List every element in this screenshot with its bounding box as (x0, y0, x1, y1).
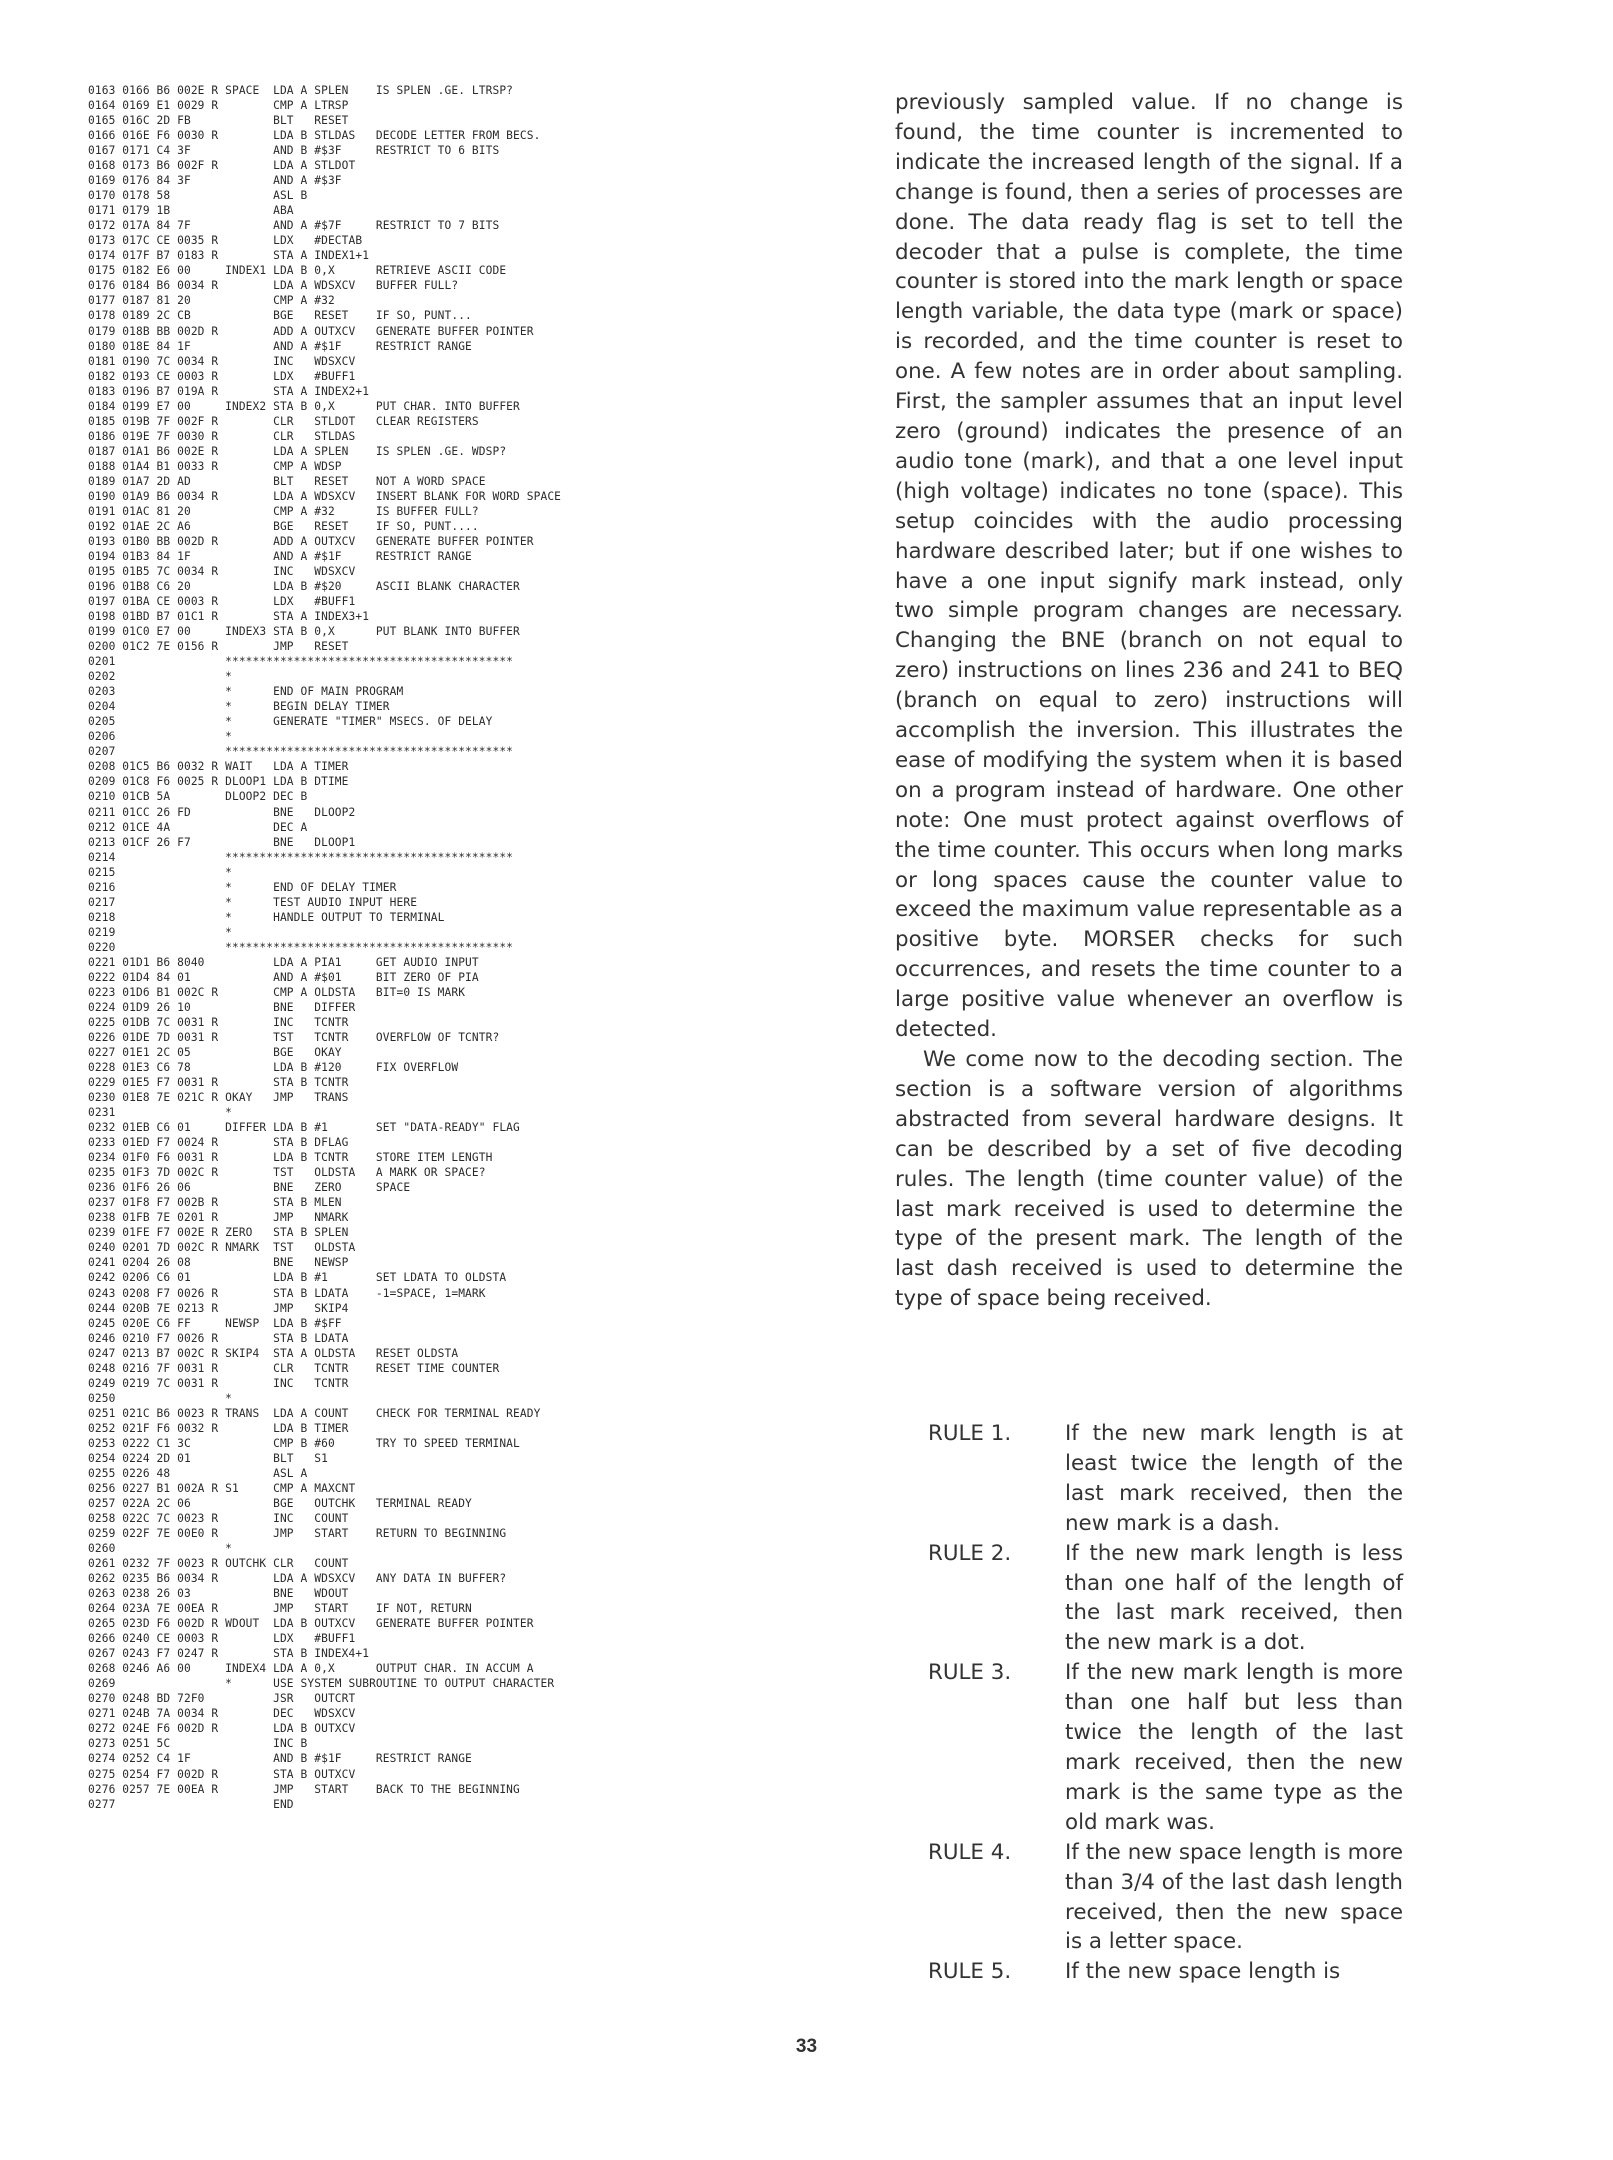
listing-line: 0271 024B 7A 0034 R DEC WDSXCV (88, 1707, 356, 1721)
listing-line: 0256 0227 B1 002A R S1 CMP A MAXCNT (88, 1481, 356, 1495)
listing-line: 0248 0216 7F 0031 R CLR TCNTR RESET TIME COUNTER (88, 1361, 500, 1375)
rule-item (928, 1658, 1403, 1837)
listing-line: 0257 022A 2C 06 BGE OUTCHK TERMINAL READY (88, 1496, 472, 1510)
listing-line: 0270 0248 BD 72F0 JSR OUTCRT (88, 1692, 356, 1706)
listing-line: 0213 01CF 26 F7 BNE DLOOP1 (88, 835, 356, 849)
listing-line: 0199 01C0 E7 00 INDEX3 STA B 0,X PUT BLANK INTO BUFFER (88, 625, 520, 639)
listing-line: 0173 017C CE 0035 R LDX #DECTAB (88, 234, 363, 248)
listing-line: 0203 * END OF MAIN PROGRAM (88, 685, 404, 699)
rule-label: RULE 5. (928, 1959, 1012, 1985)
listing-line: 0214 ****************************************** (88, 850, 514, 864)
listing-line: 0253 0222 C1 3C CMP B #60 TRY TO SPEED TERMINAL (88, 1436, 520, 1450)
listing-line: 0263 0238 26 03 BNE WDOUT (88, 1587, 349, 1601)
listing-line: 0202 * (88, 670, 232, 684)
listing-line: 0262 0235 B6 0034 R LDA A WDSXCV ANY DATA IN BUFFER? (88, 1572, 507, 1586)
listing-line: 0242 0206 C6 01 LDA B #1 SET LDATA TO OLDSTA (88, 1271, 507, 1285)
listing-line: 0217 * TEST AUDIO INPUT HERE (88, 895, 418, 909)
listing-line: 0170 0178 58 ASL B (88, 189, 308, 203)
listing-line: 0231 * (88, 1106, 232, 1120)
listing-line: 0218 * HANDLE OUTPUT TO TERMINAL (88, 910, 445, 924)
listing-line: 0228 01E3 C6 78 LDA B #120 FIX OVERFLOW (88, 1061, 459, 1075)
listing-line: 0221 01D1 B6 8040 LDA A PIA1 GET AUDIO INPUT (88, 955, 479, 969)
listing-line: 0195 01B5 7C 0034 R INC WDSXCV (88, 565, 356, 578)
listing-line: 0240 0201 7D 002C R NMARK TST OLDSTA (88, 1241, 356, 1255)
listing-line: 0172 017A 84 7F AND A #$7F RESTRICT TO 7 BITS (88, 219, 500, 233)
listing-line: 0232 01EB C6 01 DIFFER LDA B #1 SET "DATA-READY" FLAG (88, 1121, 520, 1135)
rule-text: If the new mark length is less than one half of the length of the last mark received, then the new mark is a dot. (1065, 1540, 1403, 1656)
rule-text: If the new space length is more than 3/4 of the last dash length received, then the new space is a letter space. (1065, 1839, 1403, 1955)
listing-line: 0192 01AE 2C A6 BGE RESET IF SO, PUNT.... (88, 519, 479, 533)
listing-line: 0269 * USE SYSTEM SUBROUTINE TO OUTPUT CHARACTER (88, 1677, 555, 1691)
rule-item (928, 1957, 1403, 1987)
listing-line: 0187 01A1 B6 002E R LDA A SPLEN IS SPLEN .GE. WDSP? (88, 444, 507, 458)
listing-line: 0245 020E C6 FF NEWSP LDA B #$FF (88, 1316, 342, 1330)
listing-line: 0276 0257 7E 00EA R JMP START BACK TO THE BEGINNING (88, 1782, 520, 1796)
listing-line: 0183 0196 B7 019A R STA A INDEX2+1 (88, 384, 370, 398)
listing-line: 0197 01BA CE 0003 R LDX #BUFF1 (88, 595, 356, 609)
listing-line: 0205 * GENERATE "TIMER" MSECS. OF DELAY (88, 715, 493, 729)
listing-line: 0169 0176 84 3F AND A #$3F (88, 174, 342, 188)
listing-line: 0236 01F6 26 06 BNE ZERO SPACE (88, 1181, 411, 1195)
listing-line: 0235 01F3 7D 002C R TST OLDSTA A MARK OR SPACE? (88, 1166, 486, 1180)
listing-line: 0247 0213 B7 002C R SKIP4 STA A OLDSTA RESET OLDSTA (88, 1346, 459, 1360)
listing-line: 0277 END (88, 1797, 294, 1811)
listing-line: 0250 * (88, 1391, 232, 1405)
listing-line: 0264 023A 7E 00EA R JMP START IF NOT, RETURN (88, 1602, 472, 1616)
rule-label: RULE 3. (928, 1660, 1012, 1686)
listing-line: 0238 01FB 7E 0201 R JMP NMARK (88, 1211, 349, 1225)
listing-line: 0163 0166 B6 002E R SPACE LDA A SPLEN IS SPLEN .GE. LTRSP? (88, 84, 514, 97)
rule-item (928, 1838, 1403, 1958)
decoding-rules (928, 1419, 1403, 1987)
listing-line: 0194 01B3 84 1F AND A #$1F RESTRICT RANGE (88, 549, 472, 563)
listing-line: 0182 0193 CE 0003 R LDX #BUFF1 (88, 369, 356, 383)
listing-line: 0180 018E 84 1F AND A #$1F RESTRICT RANGE (88, 339, 472, 353)
listing-line: 0224 01D9 26 10 BNE DIFFER (88, 1000, 356, 1014)
listing-line: 0244 020B 7E 0213 R JMP SKIP4 (88, 1301, 349, 1315)
listing-line: 0229 01E5 F7 0031 R STA B TCNTR (88, 1076, 349, 1090)
listing-line: 0175 0182 E6 00 INDEX1 LDA B 0,X RETRIEVE ASCII CODE (88, 264, 507, 278)
listing-line: 0255 0226 48 ASL A (88, 1466, 308, 1480)
rule-item (928, 1419, 1403, 1539)
listing-line: 0200 01C2 7E 0156 R JMP RESET (88, 640, 349, 654)
listing-line: 0201 ****************************************** (88, 655, 514, 669)
listing-line: 0191 01AC 81 20 CMP A #32 IS BUFFER FULL? (88, 504, 479, 518)
listing-line: 0233 01ED F7 0024 R STA B DFLAG (88, 1136, 349, 1150)
listing-line: 0267 0243 F7 0247 R STA B INDEX4+1 (88, 1647, 370, 1661)
listing-line: 0168 0173 B6 002F R LDA A STLDOT (88, 159, 356, 173)
listing-line: 0243 0208 F7 0026 R STA B LDATA -1=SPACE, 1=MARK (88, 1286, 486, 1300)
listing-line: 0184 0199 E7 00 INDEX2 STA B 0,X PUT CHAR. INTO BUFFER (88, 399, 520, 413)
rule-item (928, 1539, 1403, 1659)
listing-line: 0189 01A7 2D AD BLT RESET NOT A WORD SPACE (88, 474, 486, 488)
listing-line: 0185 019B 7F 002F R CLR STLDOT CLEAR REGISTERS (88, 414, 479, 428)
listing-line: 0258 022C 7C 0023 R INC COUNT (88, 1511, 349, 1525)
listing-line: 0166 016E F6 0030 R LDA B STLDAS DECODE LETTER FROM BECS. (88, 129, 541, 143)
listing-line: 0198 01BD B7 01C1 R STA A INDEX3+1 (88, 610, 370, 624)
listing-line: 0216 * END OF DELAY TIMER (88, 880, 397, 894)
rule-label: RULE 2. (928, 1540, 1012, 1566)
listing-line: 0210 01CB 5A DLOOP2 DEC B (88, 790, 308, 804)
listing-line: 0193 01B0 BB 002D R ADD A OUTXCV GENERATE BUFFER POINTER (88, 534, 534, 548)
paragraph-sampling: previously sampled value. If no change is found, the time counter is incremented to indicate the increased length of the signal. If a change is found, then a series of processes are done. The data ready flag is set to tell the decoder that a pulse is complete, the time counter is stored into the mark length or space length variable, the data type (mark or space) is recorded, and the time counter is reset to one. A few notes are in order about sampling. First, the sampler assumes that an input level zero (ground) indicates the presence of an audio tone (mark), and that a one level input (high voltage) indicates no tone (space). This setup coincides with the audio processing hardware described later; but if one wishes to have a one input signify mark instead, only two simple program changes are necessary. Changing the BNE (branch on not equal to zero) instructions on lines 236 and 241 to BEQ (branch on equal to zero) instructions will accomplish the inversion. This illustrates the ease of modifying the system when it is based on a program instead of hardware. One other note: One must protect against overflows of the time counter. This occurs when long marks or long spaces cause the counter value to exceed the maximum value representable as a positive byte. MORSER checks for such occurrences, and resets the time counter to a large positive value whenever an overflow is detected. (895, 90, 1403, 1043)
listing-line: 0260 * (88, 1542, 232, 1556)
listing-line: 0212 01CE 4A DEC A (88, 820, 308, 834)
listing-line: 0275 0254 F7 002D R STA B OUTXCV (88, 1767, 356, 1781)
rule-text: If the new space length is (1065, 1959, 1341, 1985)
listing-line: 0273 0251 5C INC B (88, 1737, 308, 1751)
paragraph-decoding: We come now to the decoding section. The section is a software version of algorithms abstracted from several hardware designs. It can be described by a set of five decoding rules. The length (time counter value) of the last mark received is used to determine the type of the present mark. The length of the last dash received is used to determine the type of space being received. (895, 1047, 1403, 1312)
listing-line: 0234 01F0 F6 0031 R LDA B TCNTR STORE ITEM LENGTH (88, 1151, 493, 1165)
listing-line: 0237 01F8 F7 002B R STA B MLEN (88, 1196, 342, 1210)
rule-text: If the new mark length is at least twice the length of the last mark received, then the new mark is a dash. (1065, 1421, 1403, 1536)
listing-line: 0227 01E1 2C 05 BGE OKAY (88, 1046, 342, 1059)
listing-line: 0208 01C5 B6 0032 R WAIT LDA A TIMER (88, 760, 349, 774)
listing-line: 0167 0171 C4 3F AND B #$3F RESTRICT TO 6 BITS (88, 144, 500, 158)
listing-line: 0186 019E 7F 0030 R CLR STLDAS (88, 429, 356, 443)
listing-line: 0196 01B8 C6 20 LDA B #$20 ASCII BLANK CHARACTER (88, 580, 520, 594)
listing-line: 0206 * (88, 730, 232, 744)
listing-line: 0165 016C 2D FB BLT RESET (88, 114, 349, 128)
listing-line: 0266 0240 CE 0003 R LDX #BUFF1 (88, 1632, 356, 1646)
listing-line: 0272 024E F6 002D R LDA B OUTXCV (88, 1722, 356, 1736)
listing-line: 0252 021F F6 0032 R LDA B TIMER (88, 1421, 349, 1435)
listing-line: 0181 0190 7C 0034 R INC WDSXCV (88, 354, 356, 368)
listing-line: 0268 0246 A6 00 INDEX4 LDA A 0,X OUTPUT CHAR. IN ACCUM A (88, 1662, 534, 1676)
listing-line: 0164 0169 E1 0029 R CMP A LTRSP (88, 99, 349, 113)
listing-line: 0251 021C B6 0023 R TRANS LDA A COUNT CHECK FOR TERMINAL READY (88, 1406, 541, 1420)
rule-label: RULE 4. (928, 1839, 1012, 1865)
listing-line: 0246 0210 F7 0026 R STA B LDATA (88, 1331, 349, 1345)
listing-line: 0222 01D4 84 01 AND A #$01 BIT ZERO OF PIA (88, 970, 479, 984)
rule-text: If the new mark length is more than one half but less than twice the length of the last mark received, then the new mark is the same type as the old mark was. (1065, 1660, 1403, 1835)
listing-line: 0241 0204 26 08 BNE NEWSP (88, 1256, 349, 1270)
listing-line: 0174 017F B7 0183 R STA A INDEX1+1 (88, 249, 370, 263)
rule-label: RULE 1. (928, 1421, 1012, 1446)
listing-line: 0207 ****************************************** (88, 745, 514, 759)
listing-line: 0204 * BEGIN DELAY TIMER (88, 700, 390, 714)
listing-line: 0219 * (88, 925, 232, 939)
listing-line: 0230 01E8 7E 021C R OKAY JMP TRANS (88, 1091, 349, 1105)
listing-line: 0223 01D6 B1 002C R CMP A OLDSTA BIT=0 IS MARK (88, 985, 466, 999)
listing-line: 0265 023D F6 002D R WDOUT LDA B OUTXCV GENERATE BUFFER POINTER (88, 1617, 534, 1631)
listing-line: 0188 01A4 B1 0033 R CMP A WDSP (88, 459, 342, 473)
listing-line: 0254 0224 2D 01 BLT S1 (88, 1451, 328, 1465)
listing-line: 0226 01DE 7D 0031 R TST TCNTR OVERFLOW OF TCNTR? (88, 1030, 500, 1044)
listing-line: 0261 0232 7F 0023 R OUTCHK CLR COUNT (88, 1557, 349, 1571)
listing-line: 0211 01CC 26 FD BNE DLOOP2 (88, 805, 356, 819)
listing-line: 0249 0219 7C 0031 R INC TCNTR (88, 1376, 349, 1390)
page-number: 33 (795, 2036, 818, 2057)
listing-line: 0220 ****************************************** (88, 940, 514, 954)
listing-line: 0274 0252 C4 1F AND B #$1F RESTRICT RANGE (88, 1752, 472, 1766)
body-text (895, 88, 1403, 1314)
listing-line: 0176 0184 B6 0034 R LDA A WDSXCV BUFFER FULL? (88, 279, 459, 293)
listing-line: 0215 * (88, 865, 232, 879)
listing-line: 0171 0179 1B ABA (88, 204, 294, 218)
listing-line: 0259 022F 7E 00E0 R JMP START RETURN TO BEGINNING (88, 1527, 507, 1540)
assembly-listing (88, 83, 858, 1812)
listing-line: 0209 01C8 F6 0025 R DLOOP1 LDA B DTIME (88, 775, 349, 789)
listing-line: 0190 01A9 B6 0034 R LDA A WDSXCV INSERT BLANK FOR WORD SPACE (88, 489, 562, 503)
listing-line: 0179 018B BB 002D R ADD A OUTXCV GENERATE BUFFER POINTER (88, 324, 534, 338)
listing-line: 0177 0187 81 20 CMP A #32 (88, 294, 335, 308)
listing-line: 0178 0189 2C CB BGE RESET IF SO, PUNT... (88, 309, 472, 323)
listing-line: 0239 01FE F7 002E R ZERO STA B SPLEN (88, 1226, 349, 1240)
listing-line: 0225 01DB 7C 0031 R INC TCNTR (88, 1015, 349, 1029)
